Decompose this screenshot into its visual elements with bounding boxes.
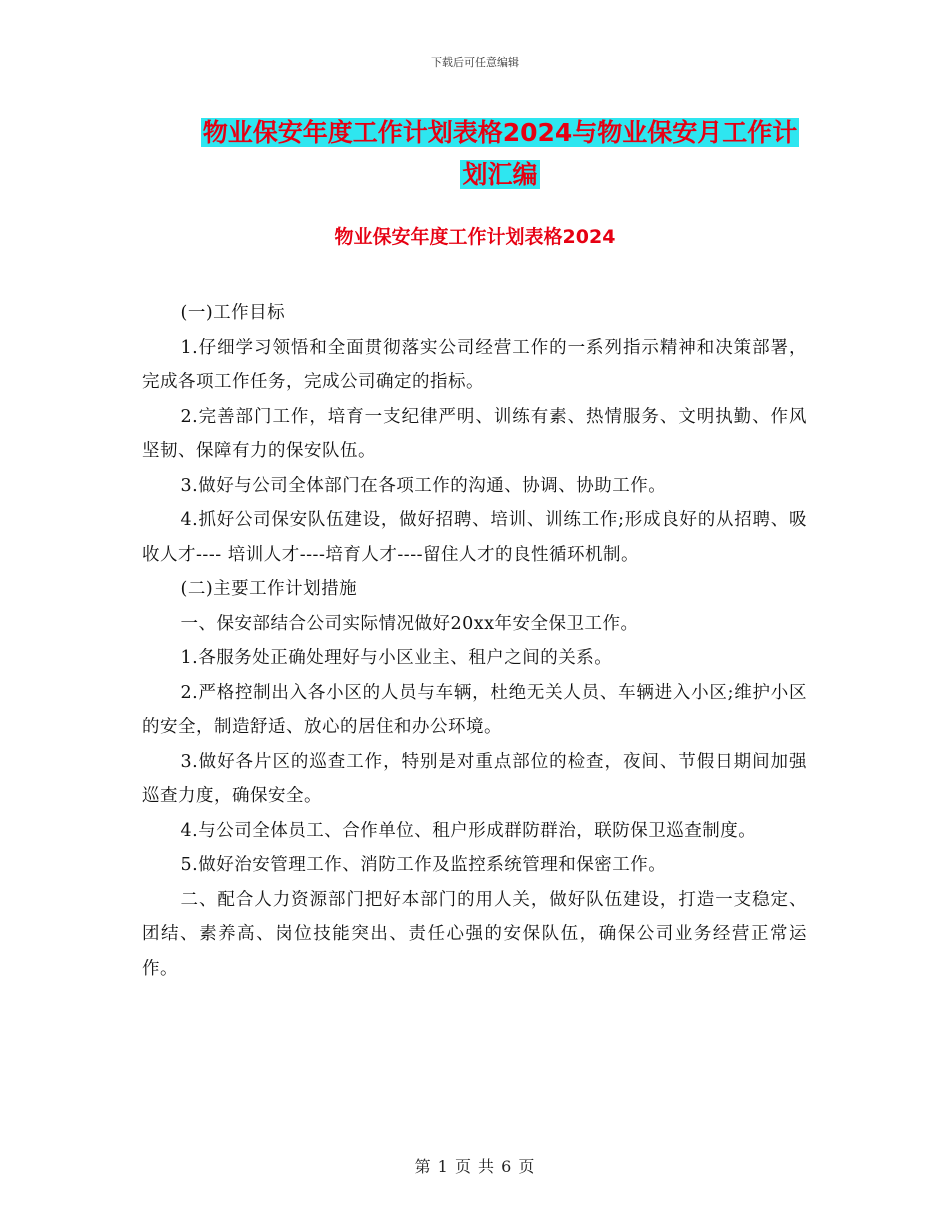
paragraph: 一、保安部结合公司实际情况做好20xx年安全保卫工作。: [180, 613, 639, 634]
document-title-line-2: 划汇编: [462, 160, 538, 189]
header-note: 下载后可任意编辑: [431, 56, 519, 69]
paragraph: 5.做好治安管理工作、消防工作及监控系统管理和保密工作。: [180, 855, 667, 875]
paragraph: 3.做好与公司全体部门在各项工作的沟通、协调、协助工作。: [180, 475, 667, 496]
heading-main-measures: (二)主要工作计划措施: [180, 579, 358, 599]
page-footer: 第 1 页 共 6 页: [414, 1157, 536, 1176]
paragraph: 4.抓好公司保安队伍建设，做好招聘、培训、训练工作;形成良好的从招聘、吸收人才---- 培训人才----培育人才----留住人才的良性循环机制。: [142, 510, 807, 565]
paragraph: 2.完善部门工作，培育一支纪律严明、训练有素、热情服务、文明执勤、作风坚韧、保障有力的保安队伍。: [142, 406, 807, 461]
paragraph: 1.各服务处正确处理好与小区业主、租户之间的关系。: [180, 648, 613, 668]
document-title: [185, 112, 815, 196]
section-title: 物业保安年度工作计划表格2024: [334, 226, 616, 248]
paragraph: 3.做好各片区的巡查工作，特别是对重点部位的检查，夜间、节假日期间加强巡查力度，确保安全。: [142, 751, 807, 806]
paragraph: 4.与公司全体员工、合作单位、租户形成群防群治，联防保卫巡查制度。: [180, 820, 757, 841]
paragraph: 2.严格控制出入各小区的人员与车辆，杜绝无关人员、车辆进入小区;维护小区的安全，制造舒适、放心的居住和办公环境。: [142, 682, 807, 737]
document-body: [142, 296, 807, 986]
paragraph: 1.仔细学习领悟和全面贯彻落实公司经营工作的一系列指示精神和决策部署，完成各项工作任务，完成公司确定的指标。: [142, 337, 807, 392]
paragraph: 二、配合人力资源部门把好本部门的用人关，做好队伍建设，打造一支稳定、团结、素养高、岗位技能突出、责任心强的安保队伍，确保公司业务经营正常运作。: [142, 889, 807, 979]
heading-work-goals: (一)工作目标: [180, 303, 286, 323]
document-title-line-1: 物业保安年度工作计划表格2024与物业保安月工作计: [202, 118, 798, 147]
